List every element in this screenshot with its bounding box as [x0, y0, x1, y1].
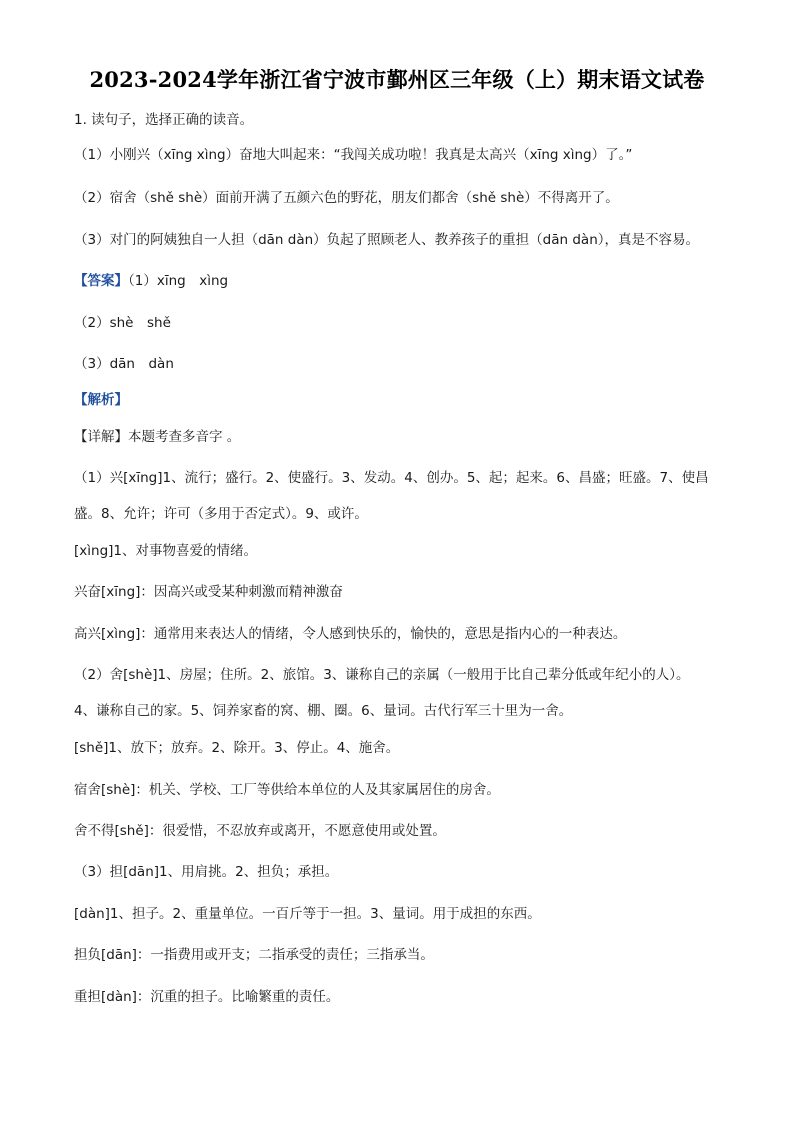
- analysis-line: [xìng]1、对事物喜爱的情绪。: [74, 543, 257, 559]
- analysis-line: 宿舍[shè]：机关、学校、工厂等供给本单位的人及其家属居住的房舍。: [74, 782, 500, 798]
- question-stem: 1. 读句子，选择正确的读音。: [74, 112, 254, 128]
- analysis-line: 舍不得[shě]：很爱惜，不忍放弃或离开，不愿意使用或处置。: [74, 823, 446, 839]
- detail-text: 本题考查多音字 。: [128, 429, 241, 445]
- answer-label: 【答案】: [74, 273, 128, 289]
- analysis-line: 高兴[xìng]：通常用来表达人的情绪，令人感到快乐的，愉快的，意思是指内心的一种表达。: [74, 626, 627, 642]
- analysis-line: 兴奋[xīng]：因高兴或受某种刺激而精神激奋: [74, 584, 343, 600]
- detail-line: [74, 427, 734, 447]
- analysis-line: （2）舍[shè]1、房屋；住所。2、旅馆。3、谦称自己的亲属（一般用于比自己辈分低或年纪小的人）。: [74, 667, 690, 683]
- analysis-line: 4、谦称自己的家。5、饲养家畜的窝、棚、圈。6、量词。古代行军三十里为一舍。: [74, 703, 573, 719]
- answer-line-2: （2）shè shě: [74, 315, 171, 331]
- answer-line-3: （3）dān dàn: [74, 356, 174, 372]
- detail-label: 【详解】: [74, 429, 128, 445]
- analysis-line: 担负[dān]：一指费用或开支；二指承受的责任；三指承当。: [74, 947, 434, 963]
- answer-line-1: [74, 271, 734, 291]
- analysis-label-line: [74, 390, 734, 410]
- analysis-line: [dàn]1、担子。2、重量单位。一百斤等于一担。3、量词。用于成担的东西。: [74, 906, 541, 922]
- analysis-label: 【解析】: [74, 392, 128, 408]
- page-title: 2023-2024学年浙江省宁波市鄞州区三年级（上）期末语文试卷: [89, 67, 705, 92]
- analysis-line: 重担[dàn]：沉重的担子。比喻繁重的责任。: [74, 989, 340, 1005]
- question-item-1: （1）小刚兴（xīng xìng）奋地大叫起来：“我闯关成功啦！我真是太高兴（xīng xìng）了。”: [74, 147, 633, 163]
- analysis-line: 盛。8、允许；许可（多用于否定式）。9、或许。: [74, 506, 368, 522]
- analysis-line: [shě]1、放下；放弃。2、除开。3、停止。4、施舍。: [74, 740, 400, 756]
- analysis-line: （1）兴[xīng]1、流行；盛行。2、使盛行。3、发动。4、创办。5、起；起来。6、昌盛；旺盛。7、使昌: [74, 470, 709, 486]
- question-item-2: （2）宿舍（shě shè）面前开满了五颜六色的野花，朋友们都舍（shě shè）不得离开了。: [74, 190, 619, 206]
- analysis-line: （3）担[dān]1、用肩挑。2、担负；承担。: [74, 864, 339, 880]
- question-item-3: （3）对门的阿姨独自一人担（dān dàn）负起了照顾老人、教养孩子的重担（dān dàn），真是不容易。: [74, 232, 700, 248]
- answer-text-1: （1）xīng xìng: [128, 273, 229, 289]
